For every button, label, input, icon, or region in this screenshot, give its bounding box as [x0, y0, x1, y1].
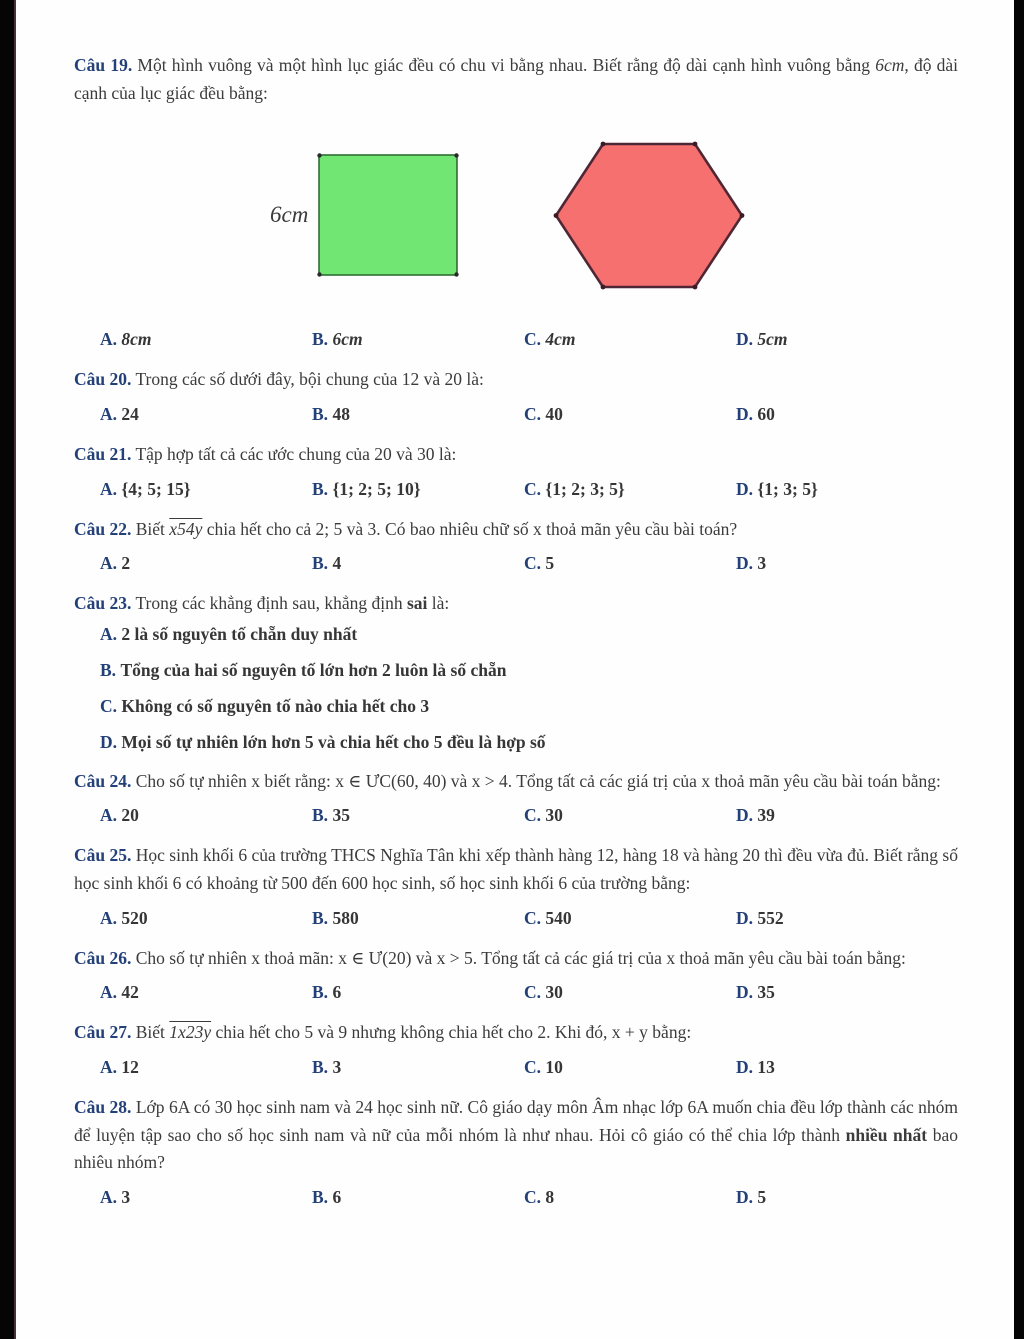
- option-a: A. 2: [100, 553, 131, 574]
- options-row: [100, 1057, 958, 1078]
- option-a: A. 3: [100, 1186, 131, 1207]
- options-row: [100, 553, 958, 574]
- option-a: A. 20: [100, 805, 139, 826]
- option-b: B. 3: [312, 1057, 342, 1078]
- options-row: [100, 982, 958, 1003]
- stem-text: Cho số tự nhiên x thoả mãn: x ∈ Ư(20) và x > 5. Tổng tất cả các giá trị của x thoả mãn yêu cầu bài toán bằng:: [135, 947, 906, 968]
- stem-text: Biết: [135, 1022, 170, 1043]
- option-d: D. {1; 3; 5}: [736, 478, 818, 499]
- option-a: A. 520: [100, 907, 148, 928]
- stem-text: , độ dài cạnh của lục giác đều bằng:: [74, 55, 959, 103]
- option-c: C. 30: [524, 805, 563, 826]
- options-row: [100, 479, 958, 500]
- option-c: C. 8: [524, 1186, 555, 1207]
- option-a: A. 42: [100, 982, 139, 1003]
- stem-text: Tập hợp tất cả các ước chung của 20 và 30 là:: [135, 443, 457, 464]
- green-square-figure: [317, 153, 459, 277]
- option-b: B. 580: [312, 907, 359, 928]
- option-b: B. 48: [312, 403, 350, 424]
- options-stacked: [100, 624, 958, 753]
- stem-text: Trong các khẳng định sau, khẳng định: [135, 593, 407, 614]
- option-a: A. 2 là số nguyên tố chẵn duy nhất: [100, 623, 358, 644]
- options-row: [100, 908, 958, 929]
- option-d: D. 3: [736, 553, 767, 574]
- option-c: C. 30: [524, 982, 563, 1003]
- stem-text: Biết: [135, 518, 170, 539]
- option-d: D. 35: [736, 982, 775, 1003]
- option-d: D. 39: [736, 805, 775, 826]
- option-c: C. 540: [524, 907, 572, 928]
- square-side-length-label: 6cm: [270, 202, 309, 228]
- question-stem: [74, 1094, 958, 1177]
- option-b: B. 6: [312, 1186, 342, 1207]
- question-label: Câu 19.: [74, 55, 133, 75]
- question-25: [74, 842, 958, 928]
- option-d: D. 13: [736, 1057, 775, 1078]
- options-row: [100, 404, 958, 425]
- stem-text: Một hình vuông và một hình lục giác đều có chu vi bằng nhau. Biết rằng độ dài cạnh hình vuông bằng: [137, 55, 876, 75]
- option-c: C. 5: [524, 553, 555, 574]
- question-27: [74, 1019, 958, 1078]
- option-c: C. 4cm: [524, 329, 576, 350]
- overline-number: 1x23y: [169, 1022, 212, 1043]
- question-stem: [74, 768, 958, 796]
- question-stem: [74, 1019, 958, 1047]
- question-21: [74, 441, 958, 500]
- question-label: Câu 20.: [74, 369, 132, 390]
- hexagon-wrap: [553, 141, 745, 290]
- option-a: A. 8cm: [100, 329, 152, 350]
- stem-emphasis: nhiều nhất: [845, 1124, 928, 1145]
- question-20: [74, 366, 958, 425]
- question-stem: [74, 441, 958, 469]
- option-c: C. {1; 2; 3; 5}: [524, 478, 625, 499]
- question-28: [74, 1094, 958, 1208]
- stem-math: 6cm: [875, 55, 905, 75]
- option-b: B. 4: [312, 553, 342, 574]
- option-b: B. Tổng của hai số nguyên tố lớn hơn 2 luôn là số chẵn: [100, 659, 507, 680]
- option-b: B. 35: [312, 805, 350, 826]
- question-stem: [74, 52, 958, 107]
- stem-text: Học sinh khối 6 của trường THCS Nghĩa Tân khi xếp thành hàng 12, hàng 18 và hàng 20 thì đều vừa đủ. Biết rằng số học sinh khối 6 có khoảng từ 500 đến 600 học sinh, số học sinh khối 6 của trường bằng:: [74, 845, 958, 894]
- question-stem: [74, 590, 958, 618]
- stem-emphasis: sai: [406, 593, 428, 614]
- question-23: [74, 590, 958, 753]
- option-d: D. Mọi số tự nhiên lớn hơn 5 và chia hết cho 5 đều là hợp số: [100, 731, 546, 752]
- question-label: Câu 21.: [74, 443, 132, 464]
- question-label: Câu 27.: [74, 1022, 132, 1043]
- option-b: B. {1; 2; 5; 10}: [312, 478, 421, 499]
- question-label: Câu 26.: [74, 947, 132, 968]
- option-c: C. 10: [524, 1057, 563, 1078]
- option-d: D. 552: [736, 907, 784, 928]
- question-stem: [74, 945, 958, 973]
- question-26: [74, 945, 958, 1004]
- question-24: [74, 768, 958, 827]
- option-b: B. 6: [312, 982, 342, 1003]
- stem-text: là:: [427, 593, 450, 614]
- option-a: A. {4; 5; 15}: [100, 478, 191, 499]
- scan-border-left: [0, 0, 14, 1339]
- overline-number: x54y: [169, 518, 203, 539]
- worksheet-page: [14, 0, 1014, 1339]
- question-22: [74, 516, 958, 575]
- scan-border-right: [1014, 0, 1024, 1339]
- option-a: A. 12: [100, 1057, 139, 1078]
- red-hexagon-figure: [553, 141, 745, 290]
- stem-text: Lớp 6A có 30 học sinh nam và 24 học sinh nữ. Cô giáo dạy môn Âm nhạc lớp 6A muốn chia đều lớp thành các nhóm để luyện tập sao cho số học sinh nam và nữ của mỗi nhóm là như nhau. Hỏi cô giáo có thể chia lớp thành: [74, 1097, 959, 1145]
- question-label: Câu 23.: [74, 593, 132, 614]
- stem-text: bao nhiêu nhóm?: [74, 1124, 958, 1173]
- options-row: [100, 329, 958, 350]
- option-d: D. 60: [736, 403, 775, 424]
- option-d: D. 5: [736, 1186, 767, 1207]
- options-row: [100, 805, 958, 826]
- option-c: C. Không có số nguyên tố nào chia hết cho 3: [100, 695, 430, 716]
- question-19: [74, 52, 958, 350]
- question-stem: [74, 842, 958, 897]
- option-d: D. 5cm: [736, 329, 788, 350]
- question-label: Câu 25.: [74, 845, 132, 866]
- geometry-figure: [270, 135, 958, 295]
- stem-text: Cho số tự nhiên x biết rằng: x ∈ ƯC(60, 40) và x > 4. Tổng tất cả các giá trị của x thoả mãn yêu cầu bài toán bằng:: [135, 770, 941, 791]
- question-label: Câu 22.: [74, 518, 132, 539]
- stem-text: chia hết cho cả 2; 5 và 3. Có bao nhiêu chữ số x thoả mãn yêu cầu bài toán?: [202, 518, 738, 539]
- options-row: [100, 1187, 958, 1208]
- option-c: C. 40: [524, 403, 563, 424]
- question-stem: [74, 366, 958, 394]
- question-stem: [74, 516, 958, 544]
- stem-text: Trong các số dưới đây, bội chung của 12 và 20 là:: [135, 369, 484, 390]
- option-a: A. 24: [100, 403, 139, 424]
- stem-text: chia hết cho 5 và 9 nhưng không chia hết cho 2. Khi đó, x + y bằng:: [211, 1022, 692, 1043]
- question-label: Câu 28.: [74, 1097, 132, 1118]
- option-b: B. 6cm: [312, 329, 363, 350]
- question-label: Câu 24.: [74, 770, 132, 791]
